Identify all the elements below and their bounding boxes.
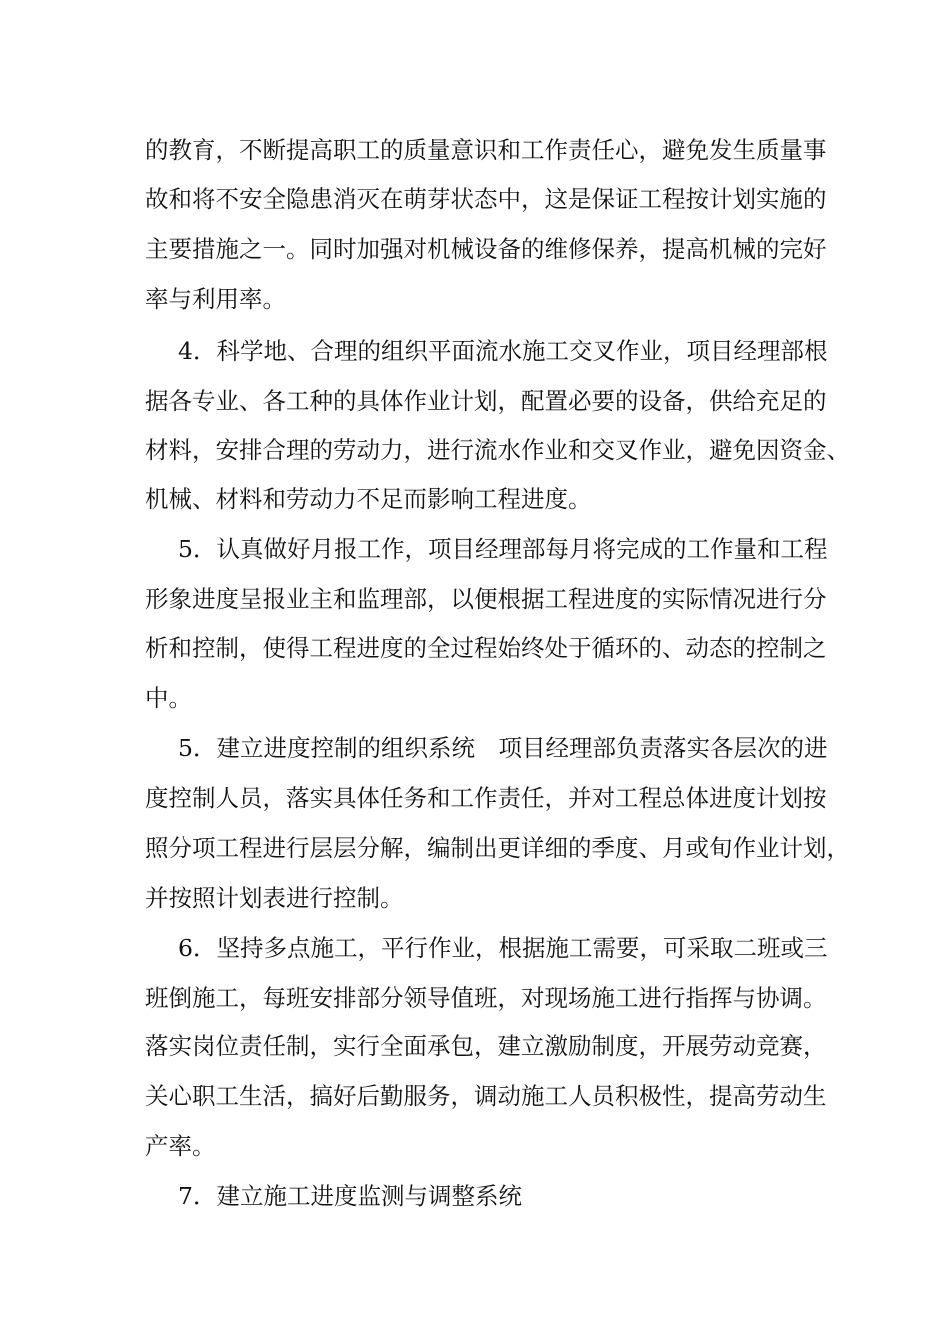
text-line: 主要措施之一。同时加强对机械设备的维修保养，提高机械的完好: [145, 235, 827, 263]
paragraph-5-first-line: 5．认真做好月报工作，项目经理部每月将完成的工作量和工程: [178, 535, 828, 563]
paragraph-6-first-line: 6．坚持多点施工，平行作业，根据施工需要，可采取二班或三: [178, 934, 828, 962]
text-line: 的教育，不断提高职工的质量意识和工作责任心，避免发生质量事: [145, 136, 827, 164]
text-line: 落实岗位责任制，实行全面承包，建立激励制度，开展劳动竞赛，: [145, 1032, 827, 1060]
text-line: 故和将不安全隐患消灭在萌芽状态中，这是保证工程按计划实施的: [145, 185, 827, 213]
text-line: 度控制人员，落实具体任务和工作责任，并对工程总体进度计划按: [145, 784, 827, 812]
text-line: 关心职工生活，搞好后勤服务，调动施工人员积极性，提高劳动生: [145, 1082, 827, 1110]
text-line: 并按照计划表进行控制。: [145, 884, 404, 912]
text-line: 材料，安排合理的劳动力，进行流水作业和交叉作业，避免因资金、: [145, 436, 850, 464]
text-line: 析和控制，使得工程进度的全过程始终处于循环的、动态的控制之: [145, 634, 827, 662]
paragraph-7-heading: 7．建立施工进度监测与调整系统: [178, 1182, 522, 1210]
text-line: 据各专业、各工种的具体作业计划，配置必要的设备，供给充足的: [145, 387, 827, 415]
text-line: 率与利用率。: [145, 285, 286, 313]
paragraph-5b-first-line: 5．建立进度控制的组织系统 项目经理部负责落实各层次的进: [178, 734, 828, 762]
text-line: 机械、材料和劳动力不足而影响工程进度。: [145, 485, 592, 513]
text-line: 照分项工程进行层层分解，编制出更详细的季度、月或旬作业计划，: [145, 834, 850, 862]
text-line: 产率。: [145, 1132, 216, 1160]
text-line: 形象进度呈报业主和监理部，以便根据工程进度的实际情况进行分: [145, 585, 827, 613]
text-line: 班倒施工，每班安排部分领导值班，对现场施工进行指挥与协调。: [145, 984, 827, 1012]
paragraph-4-first-line: 4．科学地、合理的组织平面流水施工交叉作业，项目经理部根: [178, 337, 828, 365]
text-line: 中。: [145, 684, 192, 712]
